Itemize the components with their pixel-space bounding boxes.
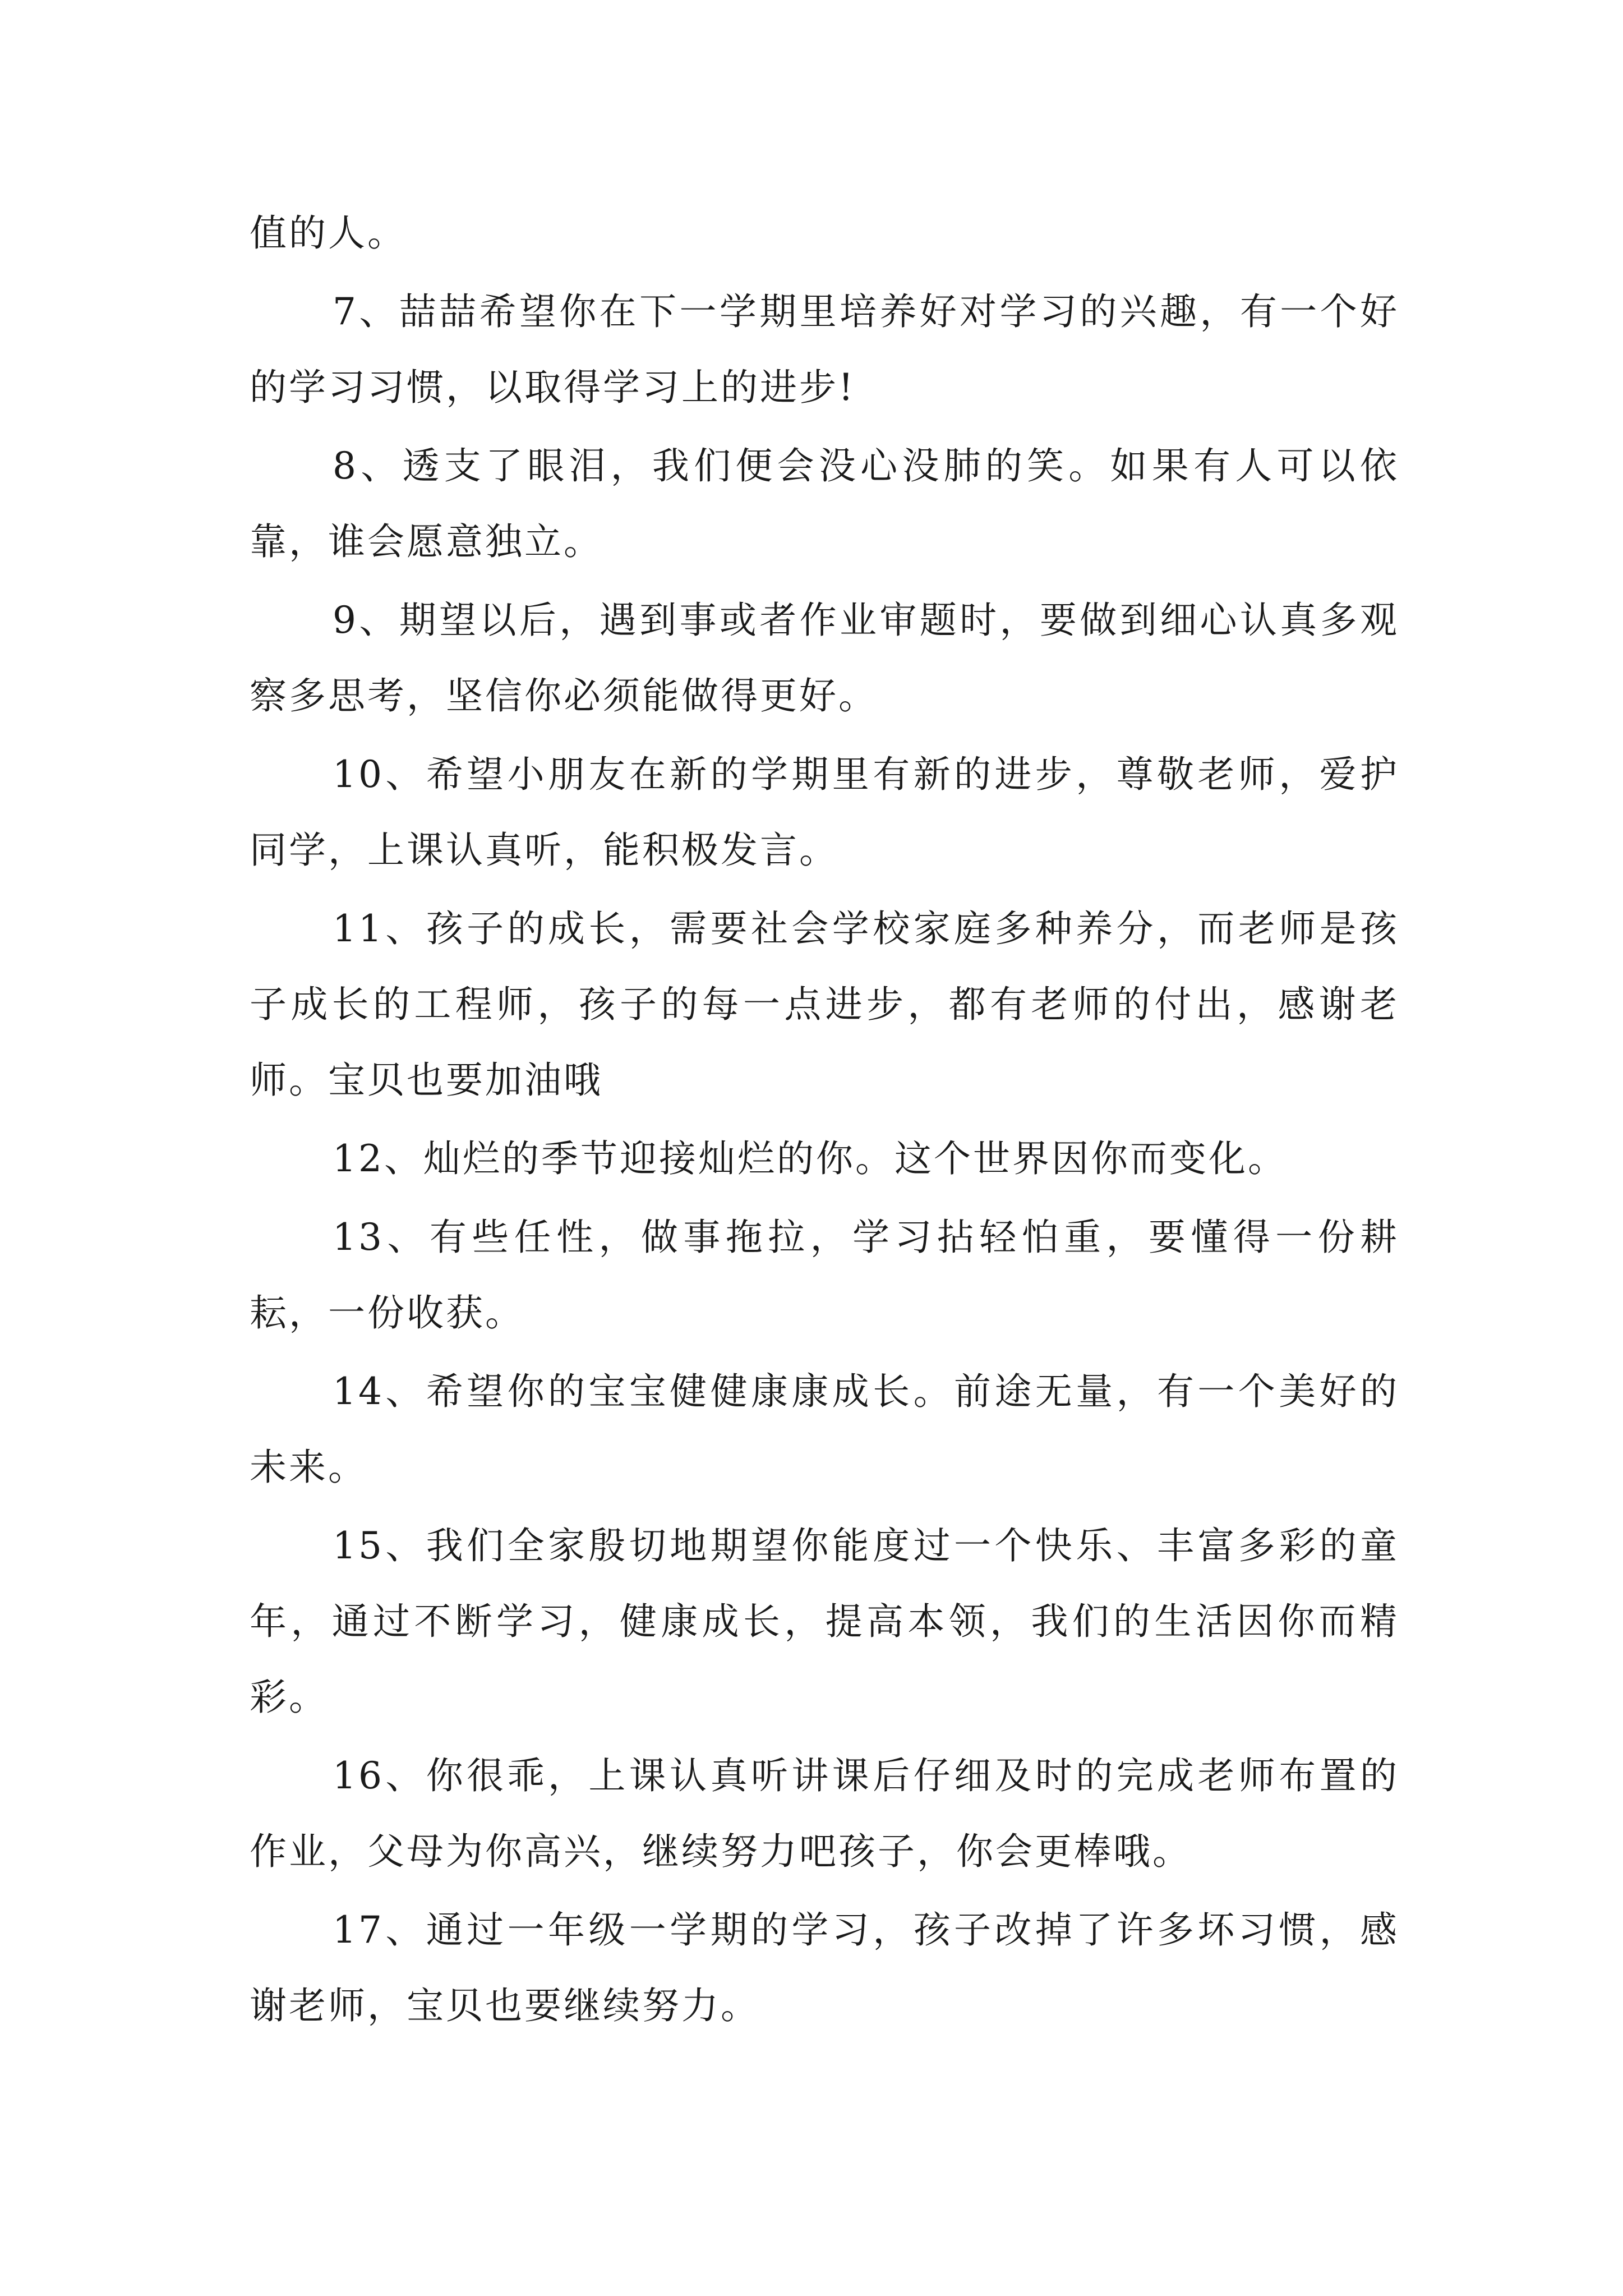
- paragraph-7: 7、喆喆希望你在下一学期里培养好对学习的兴趣，有一个好的学习习惯，以取得学习上的进步!: [250, 290, 1399, 409]
- paragraph-8: 8、透支了眼泪，我们便会没心没肺的笑。如果有人可以依靠，谁会愿意独立。: [250, 444, 1399, 563]
- paragraph-14: 14、希望你的宝宝健健康康成长。前途无量，有一个美好的未来。: [250, 1370, 1399, 1489]
- paragraph-11: 11、孩子的成长，需要社会学校家庭多种养分，而老师是孩子成长的工程师，孩子的每一点进步，都有老师的付出，感谢老师。宝贝也要加油哦: [250, 907, 1399, 1102]
- paragraph-12: 12、灿烂的季节迎接灿烂的你。这个世界因你而变化。: [333, 1137, 1287, 1180]
- document-body: [250, 195, 1399, 2044]
- paragraph-9: 9、期望以后，遇到事或者作业审题时，要做到细心认真多观察多思考，坚信你必须能做得更好。: [250, 599, 1399, 717]
- paragraph-continuation: 值的人。: [250, 211, 407, 255]
- paragraph-15: 15、我们全家殷切地期望你能度过一个快乐、丰富多彩的童年，通过不断学习，健康成长，提高本领，我们的生活因你而精彩。: [250, 1524, 1399, 1719]
- paragraph-16: 16、你很乖，上课认真听讲课后仔细及时的完成老师布置的作业，父母为你高兴，继续努力吧孩子，你会更棒哦。: [250, 1754, 1399, 1873]
- paragraph-10: 10、希望小朋友在新的学期里有新的进步，尊敬老师，爱护同学，上课认真听，能积极发言。: [250, 753, 1399, 872]
- paragraph-17: 17、通过一年级一学期的学习，孩子改掉了许多坏习惯，感谢老师，宝贝也要继续努力。: [250, 1908, 1399, 2027]
- paragraph-13: 13、有些任性，做事拖拉，学习拈轻怕重，要懂得一份耕耘，一份收获。: [250, 1216, 1399, 1335]
